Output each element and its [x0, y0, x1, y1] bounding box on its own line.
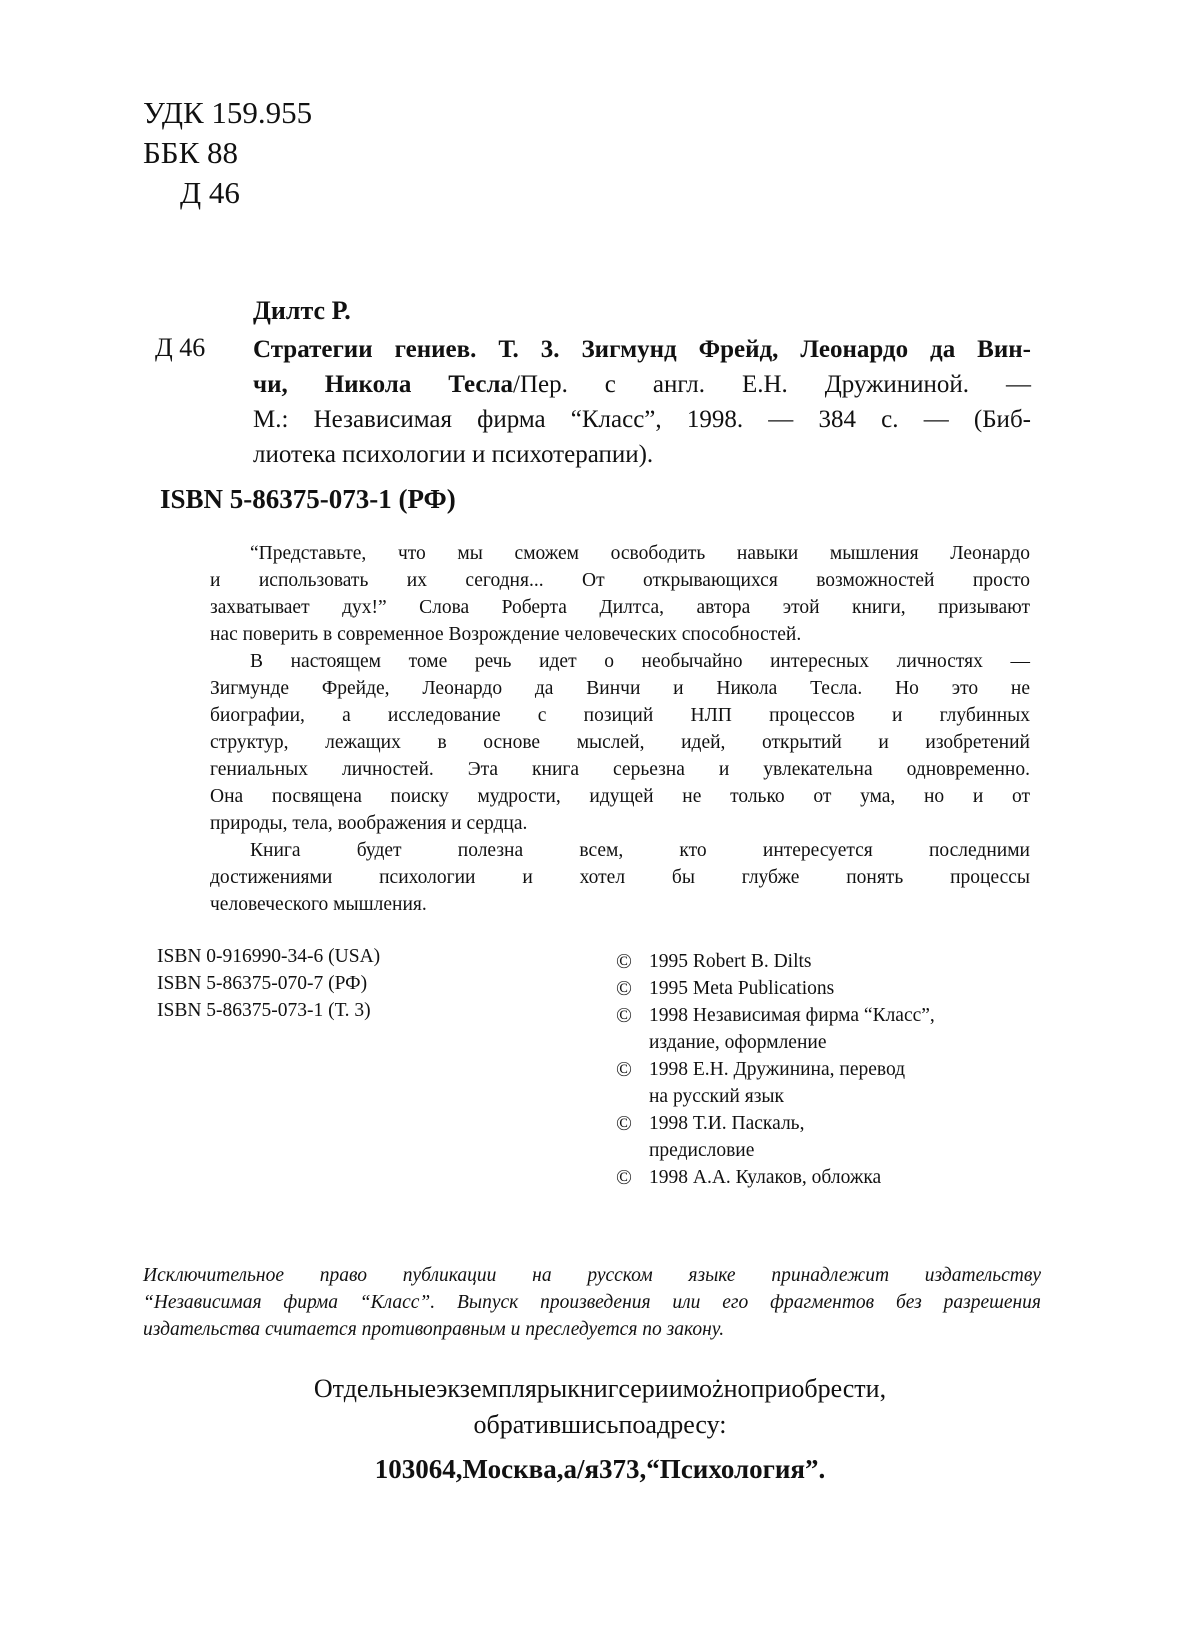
catalog-description	[253, 332, 1031, 472]
copyright-icon: ©	[616, 1056, 649, 1110]
copyright-text: издание, оформление	[649, 1029, 935, 1056]
copyright-list	[616, 948, 935, 1191]
rights-line: издательства считается противоправным и преследуется по закону.	[143, 1316, 1041, 1343]
annotation-line: структур, лежащих в основе мыслей, идей, открытий и изобретений	[210, 729, 1030, 756]
annotation-line: захватывает дух!” Слова Роберта Дилтса, автора этой книги, призывают	[210, 594, 1030, 621]
isbn-item: ISBN 0-916990-34-6 (USA)	[157, 943, 380, 970]
copyright-text: 1998 Е.Н. Дружинина, перевод	[649, 1056, 905, 1083]
annotation	[210, 540, 1030, 918]
isbn-item: ISBN 5-86375-070-7 (РФ)	[157, 970, 380, 997]
copyright-item	[616, 1056, 935, 1110]
contact-address: 103064,Москва,а/я373,“Психология”.	[150, 1449, 1050, 1489]
rights-notice	[143, 1262, 1041, 1343]
contact-line: обратившисьпоадресу:	[150, 1407, 1050, 1443]
udk-code: УДК 159.955	[143, 93, 312, 133]
catalog-line: чи, Никола Тесла/Пер. с англ. Е.Н. Дружининой. —	[253, 367, 1031, 402]
purchase-contact	[150, 1371, 1050, 1489]
annotation-line: Книга будет полезна всем, кто интересуется последними	[210, 837, 1030, 864]
copyright-item	[616, 975, 935, 1002]
bbk-code: ББК 88	[143, 133, 312, 173]
isbn-item: ISBN 5-86375-073-1 (Т. 3)	[157, 997, 380, 1024]
annotation-line: человеческого мышления.	[210, 891, 1030, 918]
copyright-item	[616, 1002, 935, 1056]
copyright-text: 1998 А.А. Кулаков, обложка	[649, 1164, 881, 1191]
annotation-line: и использовать их сегодня... От открывающихся возможностей просто	[210, 567, 1030, 594]
annotation-line: гениальных личностей. Эта книга серьезна и увлекательна одновременно.	[210, 756, 1030, 783]
annotation-line: В настоящем томе речь идет о необычайно интересных личностях —	[210, 648, 1030, 675]
annotation-line: “Представьте, что мы сможем освободить навыки мышления Леонардо	[210, 540, 1030, 567]
isbn-list	[157, 943, 380, 1024]
copyright-text: 1995 Robert B. Dilts	[649, 948, 812, 975]
copyright-icon: ©	[616, 1002, 649, 1056]
rights-line: “Независимая фирма “Класс”. Выпуск произведения или его фрагментов без разрешения	[143, 1289, 1041, 1316]
annotation-line: Зигмунде Фрейде, Леонардо да Винчи и Никола Тесла. Но это не	[210, 675, 1030, 702]
annotation-line: нас поверить в современное Возрождение человеческих способностей.	[210, 621, 1030, 648]
catalog-author: Дилтс Р.	[253, 296, 351, 326]
copyright-item	[616, 1110, 935, 1164]
classification-block	[143, 93, 312, 213]
copyright-text: 1998 Т.И. Паскаль,	[649, 1110, 804, 1137]
isbn-main: ISBN 5-86375-073-1 (РФ)	[160, 484, 456, 515]
author-mark: Д 46	[143, 173, 312, 213]
catalog-line: лиотека психологии и психотерапии).	[253, 437, 1031, 472]
copyright-text: 1998 Независимая фирма “Класс”,	[649, 1002, 935, 1029]
copyright-icon: ©	[616, 975, 649, 1002]
copyright-icon: ©	[616, 1164, 649, 1191]
rights-line: Исключительное право публикации на русском языке принадлежит издательству	[143, 1262, 1041, 1289]
catalog-line: М.: Независимая фирма “Класс”, 1998. — 384 с. — (Биб-	[253, 402, 1031, 437]
copyright-text: на русский язык	[649, 1083, 905, 1110]
annotation-line: природы, тела, воображения и сердца.	[210, 810, 1030, 837]
copyright-text: 1995 Meta Publications	[649, 975, 834, 1002]
copyright-icon: ©	[616, 948, 649, 975]
annotation-line: достижениями психологии и хотел бы глубже понять процессы	[210, 864, 1030, 891]
copyright-item	[616, 948, 935, 975]
annotation-line: Она посвящена поиску мудрости, идущей не только от ума, но и от	[210, 783, 1030, 810]
copyright-text: предисловие	[649, 1137, 804, 1164]
catalog-line: Стратегии гениев. Т. 3. Зигмунд Фрейд, Леонардо да Вин-	[253, 332, 1031, 367]
copyright-icon: ©	[616, 1110, 649, 1164]
catalog-code: Д 46	[155, 333, 205, 363]
copyright-item	[616, 1164, 935, 1191]
contact-line: Отдельныеэкземплярыкнигсериимożноприобрести,	[150, 1371, 1050, 1407]
annotation-line: биографии, а исследование с позиций НЛП процессов и глубинных	[210, 702, 1030, 729]
